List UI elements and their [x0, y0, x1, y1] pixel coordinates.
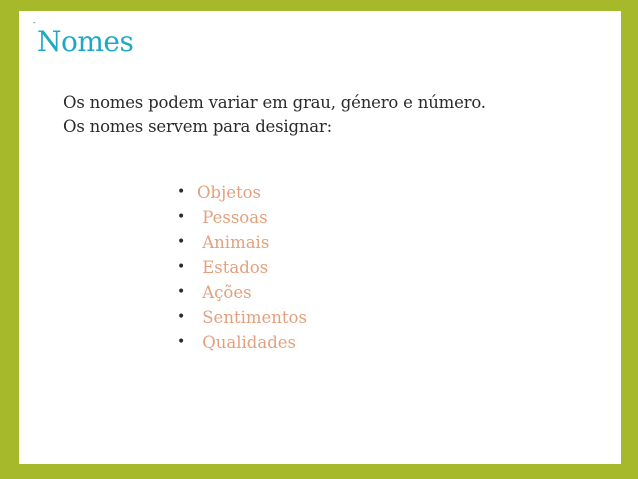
bullet-icon: •	[177, 259, 186, 275]
bullet-icon: •	[177, 284, 186, 300]
list-item	[177, 305, 307, 330]
bullet-icon: •	[177, 334, 186, 350]
slide-marker: -	[33, 18, 36, 27]
list-item-label: Animais	[197, 233, 270, 252]
intro-line: Os nomes podem variar em grau, género e número.	[63, 93, 486, 112]
list-item-label: Qualidades	[197, 333, 296, 352]
list-item	[177, 255, 307, 280]
bullet-icon: •	[177, 234, 186, 250]
list-item-label: Ações	[197, 283, 252, 302]
bullet-icon: •	[177, 309, 186, 325]
list-item	[177, 230, 307, 255]
slide-content	[19, 11, 621, 464]
slide-title: Nomes	[37, 25, 134, 58]
intro-text	[63, 91, 486, 139]
list-item-label: Sentimentos	[197, 308, 307, 327]
list-item-label: Estados	[197, 258, 269, 277]
list-item	[177, 180, 307, 205]
list-item	[177, 280, 307, 305]
bullet-icon: •	[177, 184, 186, 200]
list-item-label: Objetos	[197, 183, 262, 202]
bullet-list	[177, 180, 307, 355]
list-item-label: Pessoas	[197, 208, 268, 227]
list-item	[177, 205, 307, 230]
list-item	[177, 330, 307, 355]
bullet-icon: •	[177, 209, 186, 225]
intro-line: Os nomes servem para designar:	[63, 117, 332, 136]
